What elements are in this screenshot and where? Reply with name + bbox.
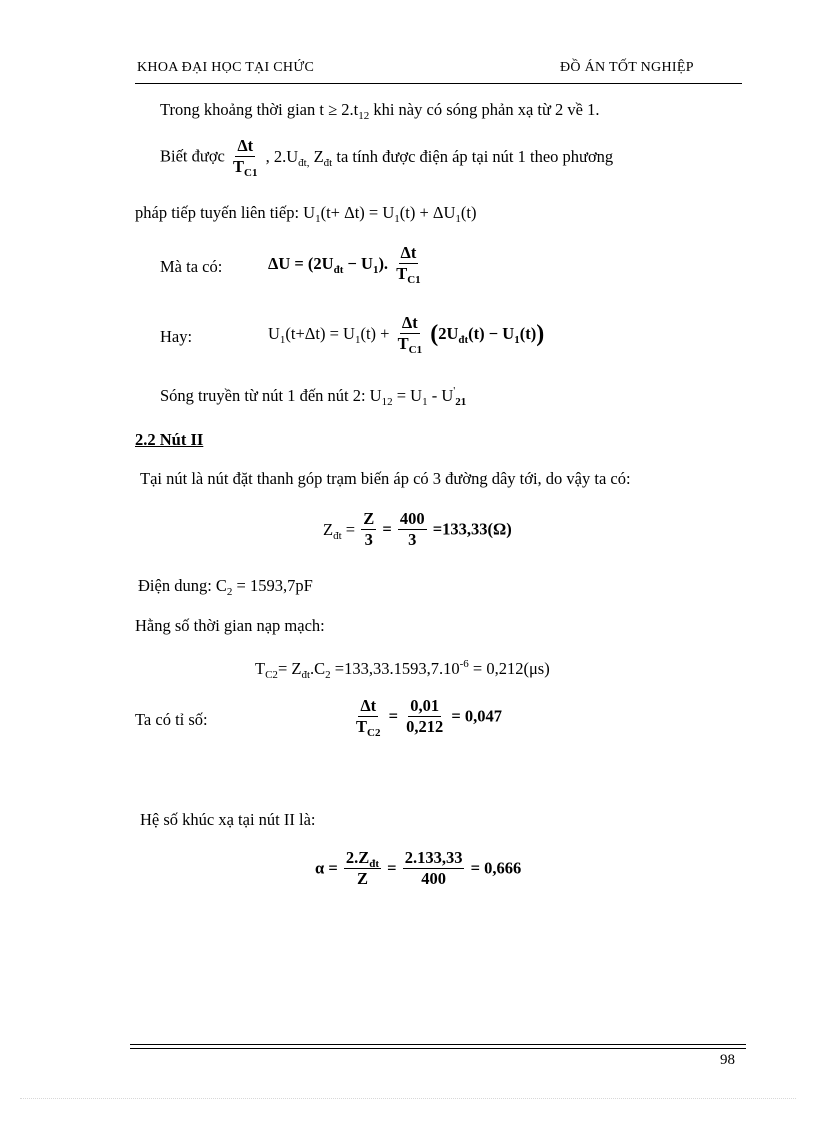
label-ma-ta-co: Mà ta có: [160, 257, 223, 276]
paragraph-line: Sóng truyền từ nút 1 đến nút 2: $U_{12} = U_1 - U'_{21}$ [160, 385, 467, 408]
formula-alpha: α = $\frac{2.Z_{đt}}{Z}$ = $\frac{2.133,33}{400}$ = 0,666 [315, 848, 522, 888]
section-heading: 2.2 Nút II [135, 430, 204, 449]
page-edge-dots [20, 1098, 796, 1099]
header-right: ĐỒ ÁN TỐT NGHIỆP [560, 60, 694, 75]
fraction-dt-tc1: $\frac{\Delta t}{T_{C1}}$ [233, 136, 258, 179]
paragraph-line: Trong khoảng thời gian $t \ge 2.t_{12}$ khi này có sóng phản xạ từ 2 về 1. [160, 100, 600, 122]
paragraph-line: pháp tiếp tuyến liên tiếp: $U_1(t+ \Delta t) = U_1(t) + \Delta U_1(t)$ [135, 203, 477, 225]
formula-tc2: $T_{C2}= Z_{đt}.C_2 =133,33.1593,7.10^{-6} = 0,212(\mu s)$ [255, 658, 550, 681]
paragraph-line: Biết được $\frac{\Delta t}{T_{C1}}$ , $2.U_{đt,}$ $Z_{đt}$ ta tính được điện áp tại nút 1 theo phương [160, 136, 614, 179]
paragraph-line: Điện dung: $C_2 = 1593,7pF$ [138, 576, 313, 598]
footer-rule [130, 1048, 746, 1049]
footer-rule [130, 1044, 746, 1045]
paragraph-line: Hệ số khúc xạ tại nút II là: [140, 810, 316, 829]
header-left: KHOA ĐẠI HỌC TẠI CHỨC [137, 60, 315, 75]
formula-delta-u: $\Delta U = (2U_{đt} - U_1)$. $\frac{\Delta t}{T_{C1}}$ [268, 243, 421, 286]
formula-ratio: $\frac{\Delta t}{T_{C2}}$ = $\frac{0,01}{0,212}$ = 0,047 [356, 696, 503, 739]
header-rule [135, 83, 742, 84]
paragraph-line: Hằng số thời gian nạp mạch: [135, 616, 325, 635]
formula-zdt: $Z_{đt}$ = $\frac{Z}{3}$ = $\frac{400}{3}$ =133,33(Ω) [323, 509, 512, 549]
label-hay: Hay: [160, 327, 193, 346]
label-ratio: Ta có tỉ số: [135, 710, 208, 729]
page-number: 98 [720, 1052, 735, 1068]
formula-u1-update: $U_1(t+\Delta t) = U_1(t)$ + $\frac{\Delta t}{T_{C1}}$ $(2U_{đt}(t) - U_1(t))$ [268, 313, 545, 356]
paragraph-line: Tại nút là nút đặt thanh góp trạm biến áp có 3 đường dây tới, do vậy ta có: [140, 469, 631, 488]
